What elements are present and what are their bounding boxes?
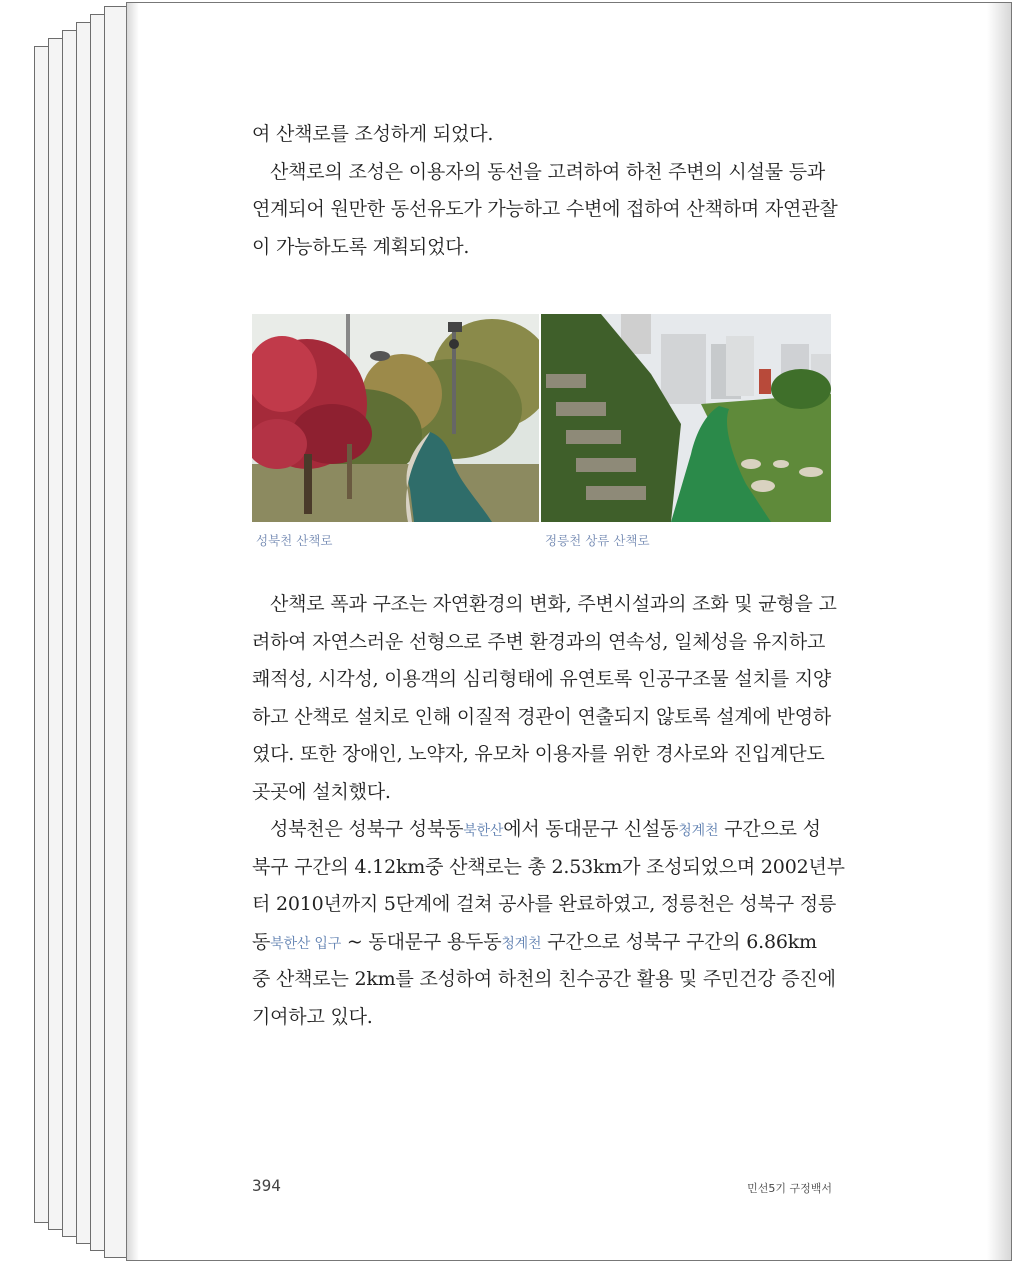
text-line: 연계되어 원만한 동선유도가 가능하고 수변에 접하여 산책하며 자연관찰 bbox=[252, 198, 838, 220]
text-line: 동북한산 입구 ~ 동대문구 용두동청계천 구간으로 성북구 구간의 6.86km bbox=[252, 930, 817, 953]
text-line: 려하여 자연스러운 선형으로 주변 환경과의 연속성, 일체성을 유지하고 bbox=[252, 630, 826, 653]
text-line: 성북천은 성북구 성북동북한산에서 동대문구 신설동청계천 구간으로 성 bbox=[270, 818, 821, 840]
seongbukcheon-walkway-photo bbox=[252, 314, 539, 522]
left-photo-caption: 성북천 산책로 bbox=[256, 533, 333, 548]
annotation: 청계천 bbox=[501, 935, 542, 952]
text-line: 였다. 또한 장애인, 노약자, 유모차 이용자를 위한 경사로와 진입계단도 bbox=[252, 743, 825, 765]
text-line: 이 가능하도록 계획되었다. bbox=[252, 235, 470, 258]
annotation: 북한산 bbox=[463, 823, 504, 839]
text-line: 곳곳에 설치했다. bbox=[252, 780, 391, 803]
paragraph-1 bbox=[252, 116, 838, 266]
text-line: 기여하고 있다. bbox=[252, 1005, 373, 1028]
page-number: 394 bbox=[252, 1176, 281, 1195]
paragraph-3 bbox=[252, 811, 845, 1036]
text-line: 산책로 폭과 구조는 자연환경의 변화, 주변시설과의 조화 및 균형을 고 bbox=[270, 593, 837, 615]
photo-row bbox=[252, 314, 831, 522]
text-line: 터 2010년까지 5단계에 걸쳐 공사를 완료하였고, 정릉천은 성북구 정릉 bbox=[252, 893, 837, 915]
text-line: 여 산책로를 조성하게 되었다. bbox=[252, 123, 494, 145]
annotation: 북한산 입구 bbox=[270, 935, 342, 952]
right-photo-caption: 정릉천 상류 산책로 bbox=[545, 533, 650, 548]
jeongneungcheon-upstream-walkway-photo bbox=[541, 314, 831, 522]
text-line: 쾌적성, 시각성, 이용객의 심리형태에 유연토록 인공구조물 설치를 지양 bbox=[252, 668, 832, 690]
text-line: 하고 산책로 설치로 인해 이질적 경관이 연출되지 않토록 설계에 반영하 bbox=[252, 705, 832, 728]
annotation: 청계천 bbox=[678, 823, 719, 839]
paragraph-2 bbox=[252, 586, 837, 811]
text-line: 산책로의 조성은 이용자의 동선을 고려하여 하천 주변의 시설물 등과 bbox=[270, 160, 826, 183]
text-line: 중 산책로는 2km를 조성하여 하천의 친수공간 활용 및 주민건강 증진에 bbox=[252, 968, 836, 990]
running-footer-title: 민선5기 구정백서 bbox=[747, 1182, 832, 1195]
text-line: 북구 구간의 4.12km중 산책로는 총 2.53km가 조성되었으며 2002년부 bbox=[252, 855, 845, 878]
